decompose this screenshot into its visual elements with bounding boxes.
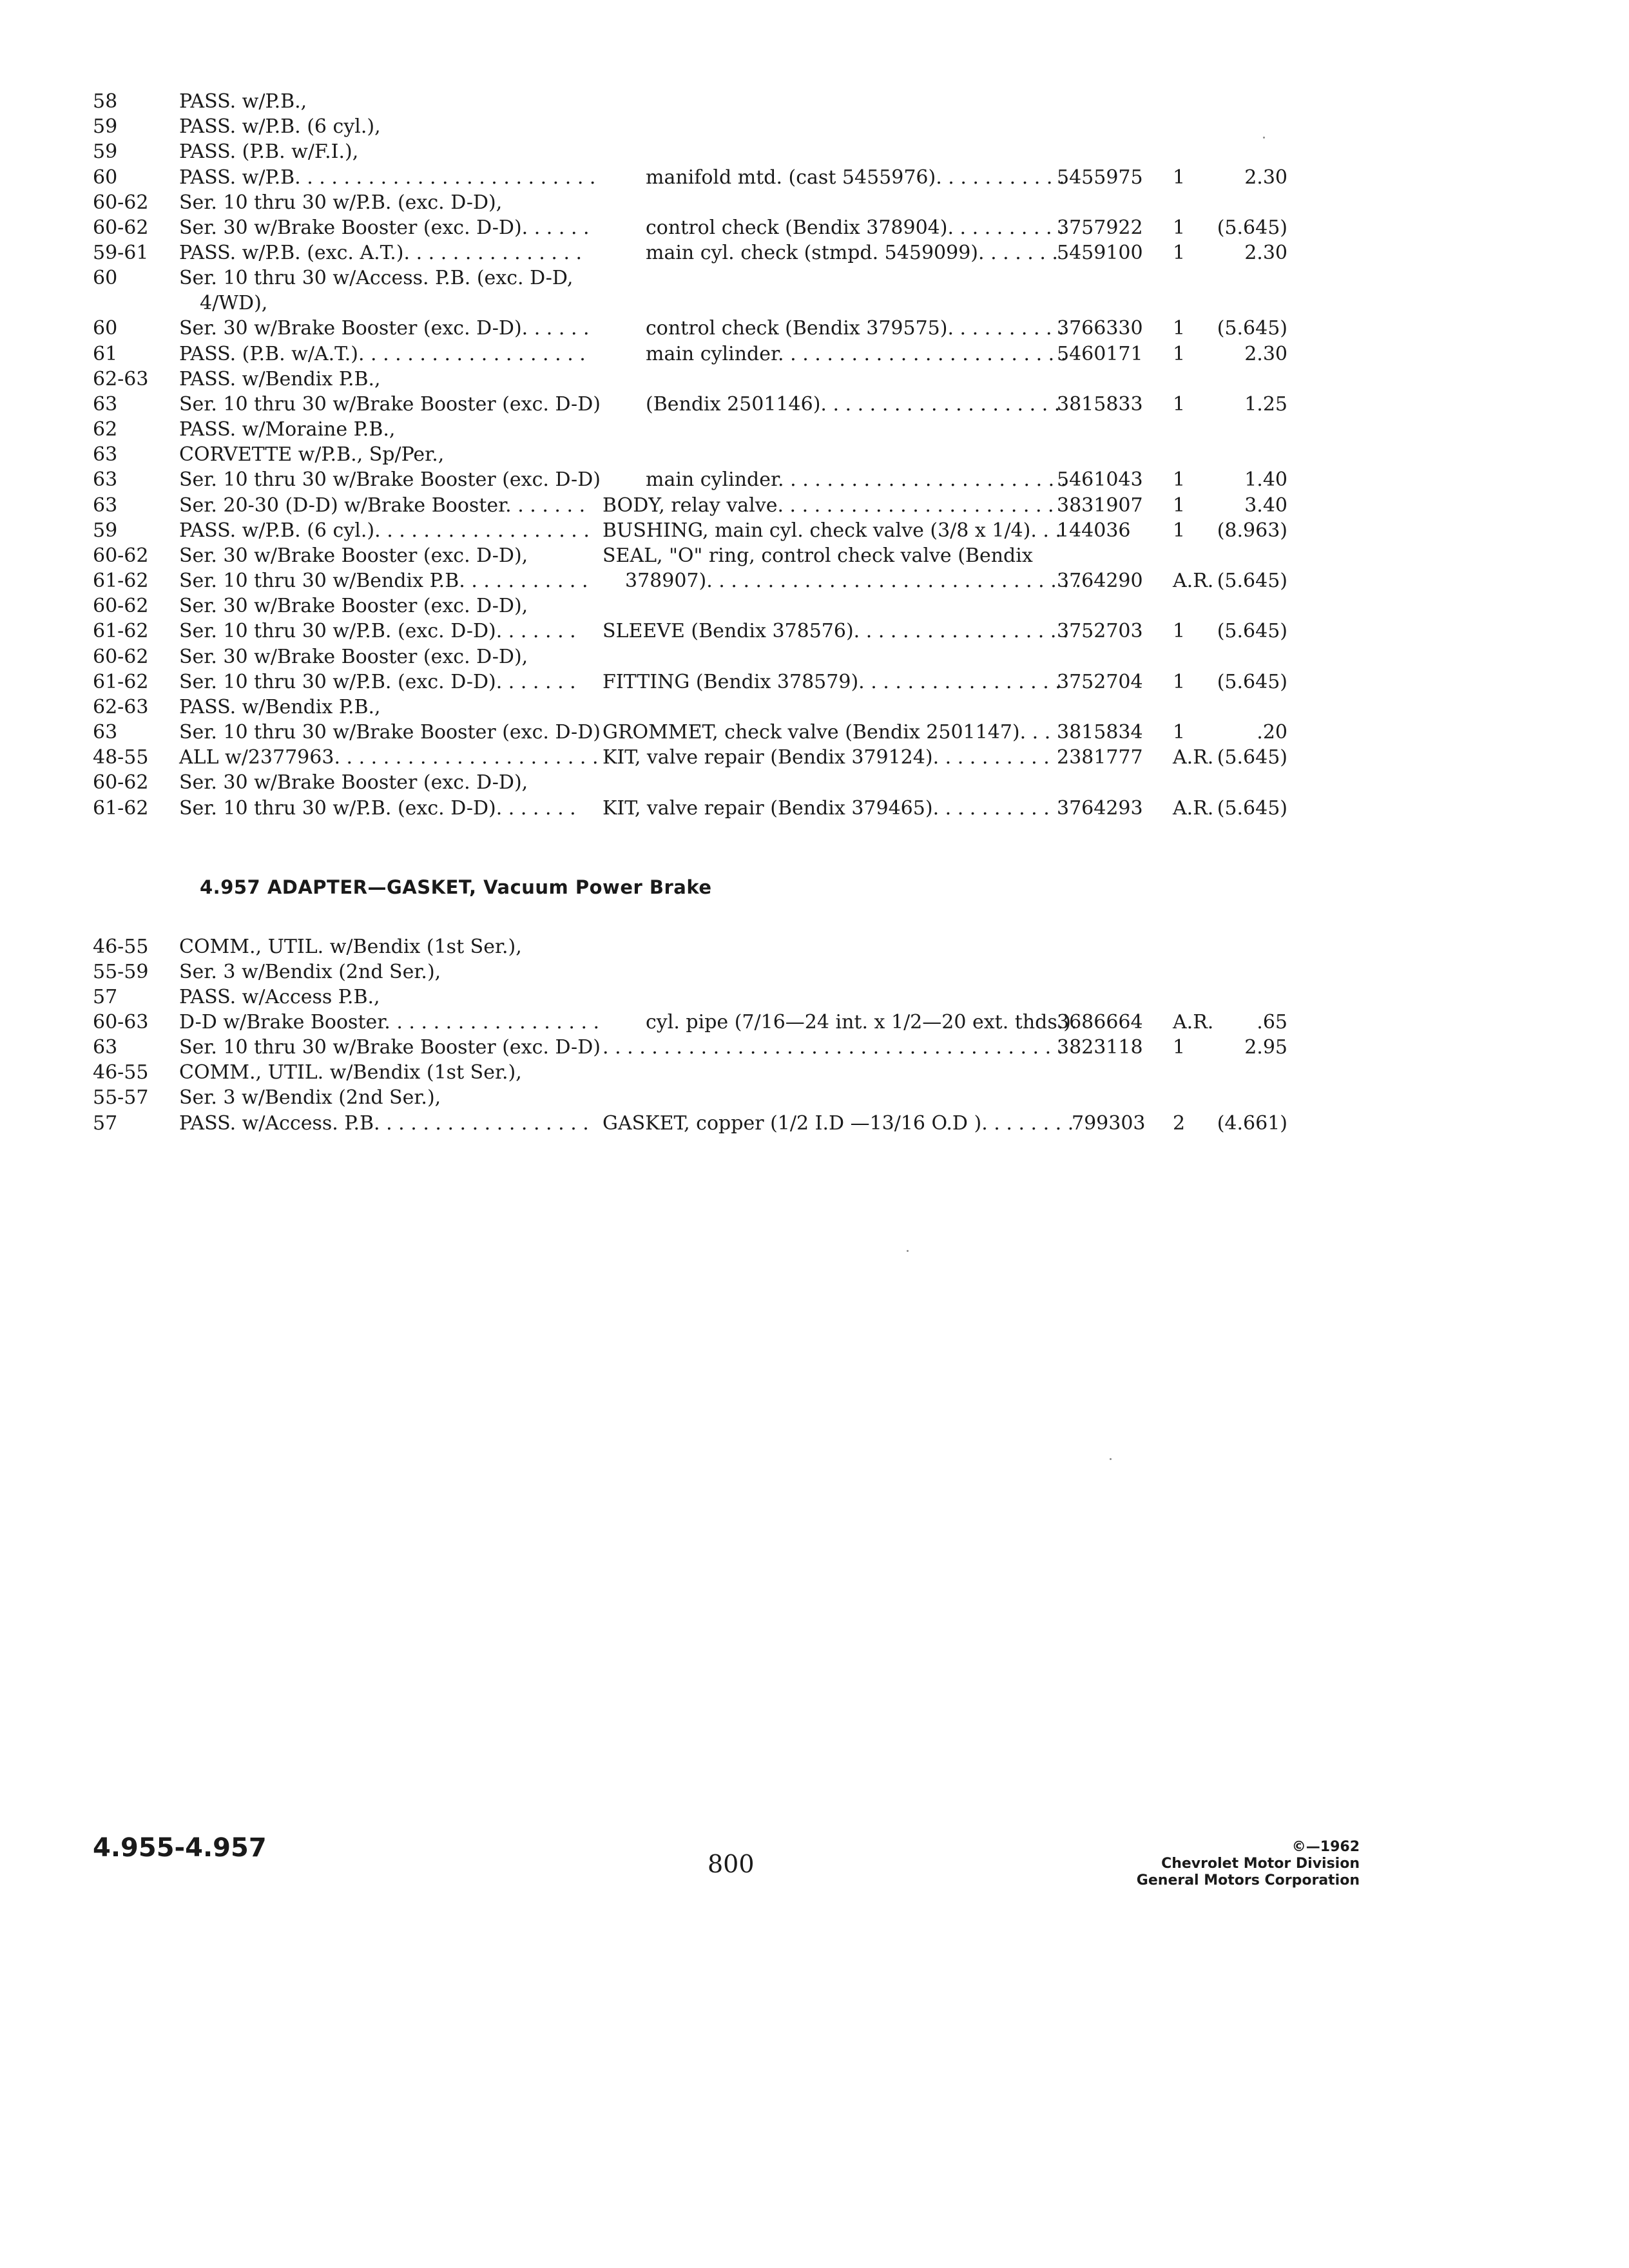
part-number-cell: 5455975 [1057, 166, 1143, 189]
application-cell: Ser. 10 thru 30 w/Access. P.B. (exc. D-D, [179, 267, 574, 289]
price-cell: (4.661) [1217, 1112, 1287, 1135]
price-cell: (5.645) [1217, 797, 1287, 820]
year-cell: 59 [93, 115, 118, 138]
quantity-cell: A.R. [1173, 746, 1214, 769]
table-row [0, 1010, 1629, 1035]
price-cell: 2.30 [1244, 242, 1287, 264]
part-number-cell: 5461043 [1057, 468, 1143, 491]
year-cell: 63 [93, 494, 118, 517]
year-cell: 63 [93, 393, 118, 416]
table-row [0, 568, 1629, 594]
table-row [0, 1085, 1629, 1111]
table-row [0, 190, 1629, 216]
table-row [0, 291, 1629, 316]
table-row [0, 543, 1629, 569]
price-cell: 1.25 [1244, 393, 1287, 416]
year-cell: 61-62 [93, 620, 149, 642]
quantity-cell: 1 [1173, 166, 1186, 189]
quantity-cell: 1 [1173, 620, 1186, 642]
quantity-cell: 1 [1173, 671, 1186, 693]
copyright-block [1137, 1839, 1360, 1889]
table-row [0, 985, 1629, 1010]
application-cell: PASS. w/Access. P.B. . . . . . . . . . . . . . . . . . [179, 1112, 589, 1135]
part-number-cell: 3815833 [1057, 393, 1143, 416]
price-cell: (5.645) [1217, 671, 1287, 693]
part-number-cell: 5460171 [1057, 343, 1143, 365]
year-cell: 46-55 [93, 936, 149, 958]
year-cell: 61 [93, 343, 118, 365]
part-number-cell: 3823118 [1057, 1036, 1143, 1059]
description-cell: . . . . . . . . . . . . . . . . . . . . . . . . . . . . . . . . . . . . . . [602, 1036, 1064, 1059]
description-cell: GROMMET, check valve (Bendix 2501147). . . [602, 721, 1051, 744]
year-cell: 58 [93, 90, 118, 113]
application-cell: COMM., UTIL. w/Bendix (1st Ser.), [179, 936, 522, 958]
year-cell: 60-62 [93, 191, 149, 214]
year-cell: 60-62 [93, 771, 149, 794]
part-number-cell: 3764290 [1057, 570, 1143, 592]
table-row [0, 367, 1629, 392]
description-cell: BUSHING, main cyl. check valve (3/8 x 1/4). . . [602, 519, 1062, 542]
table-row [0, 392, 1629, 418]
application-cell: PASS. (P.B. w/F.I.), [179, 140, 359, 163]
description-cell: BODY, relay valve. . . . . . . . . . . . . . . . . . . . . . . [602, 494, 1054, 517]
application-cell: Ser. 10 thru 30 w/P.B. (exc. D-D), [179, 191, 503, 214]
table-row [0, 695, 1629, 720]
table-row [0, 89, 1629, 115]
price-cell: (8.963) [1217, 519, 1287, 542]
application-cell: PASS. w/Access P.B., [179, 986, 380, 1008]
application-cell: PASS. w/P.B. (6 cyl.). . . . . . . . . . . . . . . . . . [179, 519, 590, 542]
application-cell: PASS. w/P.B. (6 cyl.), [179, 115, 381, 138]
description-cell: SEAL, "O" ring, control check valve (Bendix [602, 544, 1033, 567]
application-cell: PASS. w/Moraine P.B., [179, 418, 396, 441]
quantity-cell: A.R. [1173, 797, 1214, 820]
page-number: 800 [708, 1850, 755, 1878]
year-cell: 60-62 [93, 216, 149, 239]
description-cell: GASKET, copper (1/2 I.D —13/16 O.D ). . . . . . . . [602, 1112, 1074, 1135]
year-cell: 62-63 [93, 368, 149, 390]
price-cell: (5.645) [1217, 216, 1287, 239]
section-heading: 4.957 ADAPTER—GASKET, Vacuum Power Brake [200, 876, 712, 898]
table-row [0, 1111, 1629, 1137]
year-cell: 63 [93, 721, 118, 744]
year-cell: 60 [93, 166, 118, 189]
part-number-cell: 3686664 [1057, 1011, 1143, 1033]
table-row [0, 467, 1629, 493]
table-row [0, 316, 1629, 341]
table-row [0, 114, 1629, 140]
description-cell: manifold mtd. (cast 5455976). . . . . . . . . . . [646, 166, 1065, 189]
year-cell: 60-62 [93, 544, 149, 567]
application-cell: Ser. 30 w/Brake Booster (exc. D-D). . . . . . [179, 216, 590, 239]
application-cell: Ser. 30 w/Brake Booster (exc. D-D), [179, 544, 528, 567]
quantity-cell: 1 [1173, 468, 1186, 491]
application-cell: PASS. w/P.B. (exc. A.T.). . . . . . . . . . . . . . . [179, 242, 583, 264]
part-number-cell: 3752704 [1057, 671, 1143, 693]
application-cell: Ser. 10 thru 30 w/Brake Booster (exc. D-D) [179, 393, 601, 416]
quantity-cell: A.R. [1173, 1011, 1214, 1033]
year-cell: 61-62 [93, 797, 149, 820]
part-number-cell: 5459100 [1057, 242, 1143, 264]
quantity-cell: 1 [1173, 721, 1186, 744]
year-cell: 55-59 [93, 961, 149, 983]
application-cell: Ser. 10 thru 30 w/P.B. (exc. D-D). . . . . . . [179, 797, 576, 820]
description-cell: KIT, valve repair (Bendix 379124). . . . . . . . . . [602, 746, 1050, 769]
table-row [0, 493, 1629, 519]
quantity-cell: A.R. [1173, 570, 1214, 592]
description-cell: cyl. pipe (7/16—24 int. x 1/2—20 ext. thds.). [646, 1011, 1077, 1033]
description-cell: control check (Bendix 378904). . . . . . . . . . [646, 216, 1065, 239]
price-cell: 2.30 [1244, 166, 1287, 189]
division-name: Chevrolet Motor Division [1161, 1856, 1360, 1872]
quantity-cell: 1 [1173, 242, 1186, 264]
application-cell: Ser. 3 w/Bendix (2nd Ser.), [179, 1086, 441, 1109]
description-cell: control check (Bendix 379575). . . . . . . . . . [646, 317, 1065, 340]
application-cell: Ser. 10 thru 30 w/Brake Booster (exc. D-D) [179, 1036, 601, 1059]
year-cell: 55-57 [93, 1086, 149, 1109]
year-cell: 57 [93, 1112, 118, 1135]
price-cell: .65 [1257, 1011, 1287, 1033]
application-cell: Ser. 10 thru 30 w/P.B. (exc. D-D). . . . . . . [179, 671, 576, 693]
application-cell: 4/WD), [200, 292, 268, 314]
quantity-cell: 1 [1173, 494, 1186, 517]
application-cell: COMM., UTIL. w/Bendix (1st Ser.), [179, 1061, 522, 1084]
application-cell: D-D w/Brake Booster. . . . . . . . . . . . . . . . . . [179, 1011, 600, 1033]
table-row [0, 341, 1629, 367]
table-row [0, 240, 1629, 266]
table-row [0, 644, 1629, 670]
price-cell: (5.645) [1217, 317, 1287, 340]
application-cell: PASS. w/Bendix P.B., [179, 696, 381, 718]
year-cell: 60-63 [93, 1011, 149, 1033]
year-cell: 60 [93, 267, 118, 289]
application-cell: Ser. 10 thru 30 w/Brake Booster (exc. D-D) [179, 468, 601, 491]
year-cell: 60 [93, 317, 118, 340]
description-cell: main cylinder. . . . . . . . . . . . . . . . . . . . . . . . [646, 468, 1067, 491]
year-cell: 59 [93, 519, 118, 542]
price-cell: .20 [1257, 721, 1287, 744]
table-row [0, 959, 1629, 985]
year-cell: 57 [93, 986, 118, 1008]
application-cell: Ser. 30 w/Brake Booster (exc. D-D), [179, 646, 528, 668]
price-cell: (5.645) [1217, 746, 1287, 769]
table-row [0, 934, 1629, 960]
description-cell: SLEEVE (Bendix 378576). . . . . . . . . . . . . . . . . . [602, 620, 1069, 642]
table-row [0, 745, 1629, 771]
year-cell: 59 [93, 140, 118, 163]
table-row [0, 518, 1629, 544]
part-number-cell: 3831907 [1057, 494, 1143, 517]
section-code: 4.955-4.957 [93, 1833, 267, 1863]
table-row [0, 139, 1629, 165]
application-cell: Ser. 20-30 (D-D) w/Brake Booster. . . . . . . [179, 494, 586, 517]
table-row [0, 669, 1629, 695]
application-cell: Ser. 10 thru 30 w/Brake Booster (exc. D-D) [179, 721, 601, 744]
price-cell: (5.645) [1217, 570, 1287, 592]
table-row [0, 619, 1629, 644]
description-cell: main cylinder. . . . . . . . . . . . . . . . . . . . . . . . [646, 343, 1067, 365]
year-cell: 48-55 [93, 746, 149, 769]
description-cell: main cyl. check (stmpd. 5459099). . . . . . . [646, 242, 1058, 264]
quantity-cell: 1 [1173, 317, 1186, 340]
application-cell: Ser. 30 w/Brake Booster (exc. D-D), [179, 771, 528, 794]
table-row [0, 215, 1629, 241]
application-cell: Ser. 10 thru 30 w/P.B. (exc. D-D). . . . . . . [179, 620, 576, 642]
table-row [0, 720, 1629, 745]
application-cell: Ser. 10 thru 30 w/Bendix P.B. . . . . . . . . . . [179, 570, 588, 592]
price-cell: 2.30 [1244, 343, 1287, 365]
part-number-cell: 3766330 [1057, 317, 1143, 340]
table-row [0, 593, 1629, 619]
year-cell: 63 [93, 1036, 118, 1059]
year-cell: 60-62 [93, 595, 149, 617]
table-row [0, 1035, 1629, 1061]
application-cell: PASS. w/Bendix P.B., [179, 368, 381, 390]
part-number-cell: 3815834 [1057, 721, 1143, 744]
application-cell: PASS. w/P.B. . . . . . . . . . . . . . . . . . . . . . . . . [179, 166, 596, 189]
application-cell: Ser. 3 w/Bendix (2nd Ser.), [179, 961, 441, 983]
quantity-cell: 1 [1173, 1036, 1186, 1059]
scan-speck [907, 1250, 909, 1252]
year-cell: 62-63 [93, 696, 149, 718]
price-cell: 3.40 [1244, 494, 1287, 517]
quantity-cell: 1 [1173, 519, 1186, 542]
price-cell: 2.95 [1244, 1036, 1287, 1059]
part-number-cell: 3757922 [1057, 216, 1143, 239]
part-number-cell: 144036 [1057, 519, 1131, 542]
quantity-cell: 2 [1173, 1112, 1186, 1135]
year-cell: 46-55 [93, 1061, 149, 1084]
application-cell: Ser. 30 w/Brake Booster (exc. D-D). . . . . . [179, 317, 590, 340]
part-number-cell: 3752703 [1057, 620, 1143, 642]
application-cell: PASS. w/P.B., [179, 90, 307, 113]
table-row [0, 442, 1629, 468]
scan-speck [1110, 1458, 1112, 1460]
year-cell: 63 [93, 443, 118, 466]
year-cell: 60-62 [93, 646, 149, 668]
description-cell: 378907). . . . . . . . . . . . . . . . . . . . . . . . . . . . . . . [625, 570, 1081, 592]
quantity-cell: 1 [1173, 393, 1186, 416]
part-number-cell: 799303 [1072, 1112, 1146, 1135]
table-row [0, 265, 1629, 291]
description-cell: KIT, valve repair (Bendix 379465). . . . . . . . . . [602, 797, 1050, 820]
corporation-name: General Motors Corporation [1136, 1872, 1360, 1888]
year-cell: 63 [93, 468, 118, 491]
application-cell: CORVETTE w/P.B., Sp/Per., [179, 443, 445, 466]
price-cell: (5.645) [1217, 620, 1287, 642]
application-cell: Ser. 30 w/Brake Booster (exc. D-D), [179, 595, 528, 617]
description-cell: FITTING (Bendix 378579). . . . . . . . . . . . . . . . . [602, 671, 1061, 693]
year-cell: 61-62 [93, 671, 149, 693]
part-number-cell: 3764293 [1057, 797, 1143, 820]
quantity-cell: 1 [1173, 343, 1186, 365]
year-cell: 62 [93, 418, 118, 441]
copyright-notice: ©—1962 [1291, 1839, 1360, 1855]
description-cell: (Bendix 2501146). . . . . . . . . . . . . . . . . . . . [646, 393, 1061, 416]
table-row [0, 1060, 1629, 1086]
application-cell: PASS. (P.B. w/A.T.). . . . . . . . . . . . . . . . . . . [179, 343, 586, 365]
part-number-cell: 2381777 [1057, 746, 1143, 769]
price-cell: 1.40 [1244, 468, 1287, 491]
table-row [0, 417, 1629, 443]
table-row [0, 165, 1629, 191]
quantity-cell: 1 [1173, 216, 1186, 239]
year-cell: 59-61 [93, 242, 149, 264]
table-row [0, 770, 1629, 796]
table-row [0, 796, 1629, 822]
year-cell: 61-62 [93, 570, 149, 592]
application-cell: ALL w/2377963. . . . . . . . . . . . . . . . . . . . . . [179, 746, 599, 769]
scan-speck [1263, 137, 1265, 139]
